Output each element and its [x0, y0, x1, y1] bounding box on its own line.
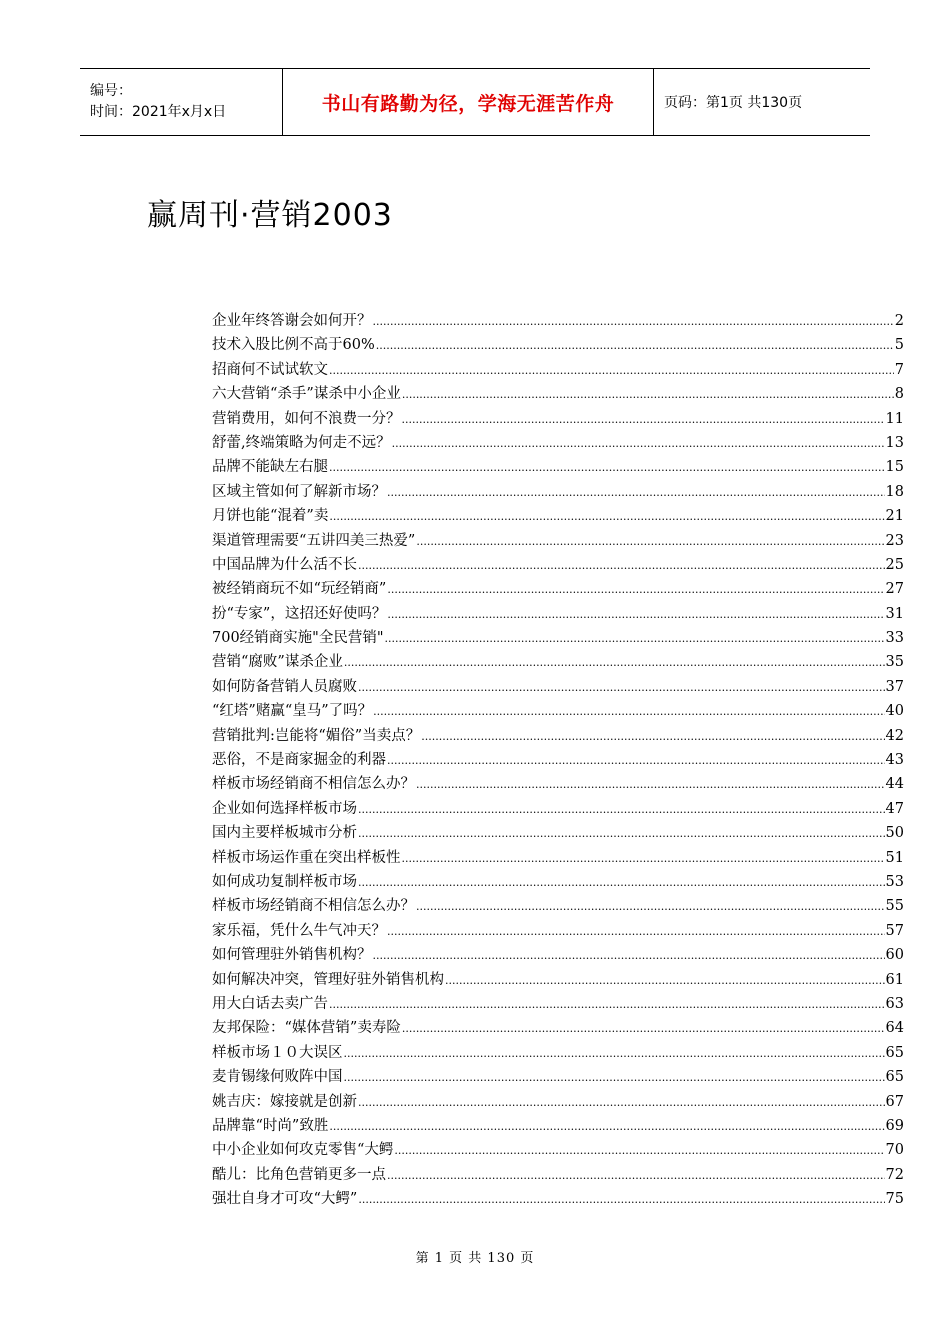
toc-entry[interactable]	[212, 797, 904, 821]
toc-entry-title: 区域主管如何了解新市场？	[212, 483, 386, 500]
header-motto-text: 书山有路勤为径，学海无涯苦作舟	[321, 92, 615, 115]
toc-entry-title: 用大白话去卖广告	[212, 995, 328, 1012]
toc-entry[interactable]	[212, 431, 904, 455]
toc-entry-title: 家乐福，凭什么牛气冲天？	[212, 922, 386, 939]
toc-entry-page: 50	[885, 825, 904, 842]
toc-entry-page: 69	[885, 1117, 904, 1134]
toc-entry-title: 招商何不试试软文	[212, 361, 328, 378]
toc-dot-leader	[358, 1094, 885, 1110]
toc-entry-title: 酷儿：比角色营销更多一点	[212, 1166, 386, 1183]
toc-entry[interactable]	[212, 675, 904, 699]
toc-entry-page: 55	[885, 898, 904, 915]
toc-dot-leader	[387, 581, 884, 597]
toc-dot-leader	[387, 923, 885, 939]
toc-entry-title: 如何防备营销人员腐败	[212, 678, 357, 695]
toc-entry[interactable]	[212, 1114, 904, 1138]
toc-dot-leader	[394, 1142, 884, 1158]
toc-entry-title: 企业年终答谢会如何开？	[212, 313, 372, 329]
toc-entry-title: 品牌靠“时尚”致胜	[212, 1117, 329, 1134]
header-motto	[282, 69, 654, 135]
toc-entry-title: 姚吉庆：嫁接就是创新	[212, 1093, 357, 1110]
toc-entry[interactable]	[212, 553, 904, 577]
toc-dot-leader	[329, 508, 884, 524]
toc-entry[interactable]	[212, 1041, 904, 1065]
toc-entry[interactable]	[212, 724, 904, 748]
toc-dot-leader	[421, 728, 884, 744]
toc-entry-title: 技术入股比例不高于60%	[212, 337, 375, 354]
toc-entry[interactable]	[212, 1090, 904, 1114]
toc-entry[interactable]	[212, 821, 904, 845]
toc-entry-page: 67	[885, 1093, 904, 1110]
toc-entry-title: 如何成功复制样板市场	[212, 873, 357, 890]
toc-entry[interactable]	[212, 455, 904, 479]
toc-dot-leader	[402, 411, 885, 427]
toc-entry-page: 61	[885, 971, 904, 988]
toc-entry[interactable]	[212, 992, 904, 1016]
toc-entry-page: 31	[885, 605, 904, 622]
toc-dot-leader	[373, 947, 885, 963]
toc-entry-title: 品牌不能缺左右腿	[212, 459, 328, 476]
toc-entry-page: 43	[885, 752, 904, 769]
header-number-label: 编号：	[90, 83, 132, 99]
toc-entry-title: 友邦保险：“媒体营销”卖寿险	[212, 1020, 401, 1037]
toc-dot-leader	[329, 1118, 884, 1134]
toc-entry[interactable]	[212, 1065, 904, 1089]
toc-entry[interactable]	[212, 846, 904, 870]
toc-entry-title: 样板市场经销商不相信怎么办？	[212, 898, 415, 915]
toc-entry-title: 被经销商玩不如“玩经销商”	[212, 581, 387, 598]
toc-entry-title: 舒蕾,终端策略为何走不远？	[212, 434, 391, 451]
toc-entry-title: 恶俗，不是商家掘金的利器	[212, 752, 386, 769]
toc-dot-leader	[387, 752, 885, 768]
header-page-info	[654, 69, 870, 135]
toc-dot-leader	[358, 825, 885, 841]
toc-dot-leader	[358, 557, 885, 573]
toc-entry-page: 5	[894, 337, 904, 354]
toc-entry-page: 65	[885, 1044, 904, 1061]
toc-dot-leader	[344, 1045, 885, 1061]
toc-dot-leader	[385, 630, 885, 646]
toc-entry-title: 如何解决冲突，管理好驻外销售机构	[212, 971, 444, 988]
toc-dot-leader	[402, 850, 885, 866]
header-page-info-text: 页码：第1页 共130页	[664, 95, 803, 111]
toc-entry-page: 11	[885, 410, 904, 427]
toc-dot-leader	[445, 972, 885, 988]
toc-entry-title: 麦肯锡缘何败阵中国	[212, 1069, 343, 1086]
header-meta	[80, 69, 282, 135]
toc-entry-page: 64	[885, 1020, 904, 1037]
header-time: 时间：2021年x月x日	[90, 104, 227, 120]
toc-dot-leader	[376, 337, 894, 353]
toc-dot-leader	[329, 459, 885, 475]
toc-entry[interactable]	[212, 699, 904, 723]
page-footer: 第 1 页 共 130 页	[415, 1251, 535, 1266]
toc-entry[interactable]	[212, 748, 904, 772]
toc-entry-title: 强壮自身才可攻“大鳄”	[212, 1191, 358, 1208]
toc-entry-page: 57	[885, 922, 904, 939]
toc-dot-leader	[373, 703, 884, 719]
toc-entry-title: 样板市场经销商不相信怎么办？	[212, 776, 415, 793]
toc-entry-title: 中国品牌为什么活不长	[212, 556, 357, 573]
toc-entry-page: 42	[885, 727, 904, 744]
toc-dot-leader	[358, 679, 885, 695]
toc-dot-leader	[387, 484, 885, 500]
toc-dot-leader	[329, 996, 885, 1012]
toc-dot-leader	[402, 1020, 885, 1036]
toc-entry-page: 15	[885, 459, 904, 476]
toc-entry-title: 样板市场运作重在突出样板性	[212, 849, 401, 866]
toc-entry-page: 2	[894, 313, 904, 329]
toc-entry-page: 40	[885, 703, 904, 720]
toc-entry-page: 18	[885, 483, 904, 500]
toc-dot-leader	[329, 362, 894, 378]
toc-entry[interactable]	[212, 504, 904, 528]
toc-dot-leader	[392, 435, 885, 451]
toc-dot-leader	[344, 654, 885, 670]
toc-entry-page: 60	[885, 947, 904, 964]
toc-dot-leader	[416, 776, 885, 792]
toc-entry[interactable]	[212, 968, 904, 992]
toc-entry[interactable]	[212, 602, 904, 626]
toc-entry-title: 营销费用，如何不浪费一分？	[212, 410, 401, 427]
toc-entry-page: 63	[885, 995, 904, 1012]
toc-entry-title: 扮“专家”，这招还好使吗？	[212, 605, 387, 622]
toc-entry[interactable]	[212, 382, 904, 406]
toc-entry-title: “红塔”赌赢“皇马”了吗？	[212, 703, 373, 720]
toc-entry-page: 25	[885, 556, 904, 573]
toc-entry-title: 月饼也能“混着”卖	[212, 508, 329, 525]
toc-dot-leader	[358, 874, 885, 890]
toc-entry-page: 7	[894, 361, 904, 378]
toc-entry-page: 13	[885, 434, 904, 451]
toc-entry-page: 44	[885, 776, 904, 793]
toc-entry[interactable]	[212, 480, 904, 504]
toc-dot-leader	[373, 313, 894, 329]
toc-dot-leader	[358, 1191, 884, 1207]
toc-entry[interactable]	[212, 577, 904, 601]
toc-entry[interactable]	[212, 943, 904, 967]
toc-entry[interactable]	[212, 1187, 904, 1211]
toc-entry-title: 如何管理驻外销售机构？	[212, 947, 372, 964]
toc-entry-page: 37	[885, 678, 904, 695]
toc-entry-title: 营销批判:岂能将“媚俗”当卖点？	[212, 727, 421, 744]
toc-entry[interactable]	[212, 1163, 904, 1187]
toc-entry-page: 27	[885, 581, 904, 598]
toc-entry[interactable]	[212, 919, 904, 943]
toc-entry[interactable]	[212, 1138, 904, 1162]
toc-entry-title: 700经销商实施"全民营销"	[212, 630, 384, 647]
toc-entry-title: 企业如何选择样板市场	[212, 800, 357, 817]
toc-entry[interactable]	[212, 894, 904, 918]
toc-entry-page: 23	[885, 532, 904, 549]
toc-entry[interactable]	[212, 358, 904, 382]
toc-entry[interactable]	[212, 650, 904, 674]
toc-entry-page: 35	[885, 654, 904, 671]
toc-entry[interactable]	[212, 870, 904, 894]
toc-entry[interactable]	[212, 626, 904, 650]
toc-entry[interactable]	[212, 309, 904, 333]
page-header	[80, 68, 870, 136]
toc-dot-leader	[416, 898, 885, 914]
document-title: 赢周刊·营销2003	[147, 198, 393, 233]
toc-dot-leader	[402, 386, 894, 402]
toc-dot-leader	[344, 1069, 885, 1085]
toc-entry-page: 65	[885, 1069, 904, 1086]
toc-entry-page: 70	[885, 1142, 904, 1159]
toc-entry-title: 中小企业如何攻克零售“大鳄	[212, 1142, 394, 1159]
table-of-contents	[212, 309, 904, 1211]
toc-entry[interactable]	[212, 529, 904, 553]
toc-entry-page: 47	[885, 800, 904, 817]
toc-entry[interactable]	[212, 1016, 904, 1040]
toc-dot-leader	[387, 606, 884, 622]
toc-entry-title: 国内主要样板城市分析	[212, 825, 357, 842]
toc-entry[interactable]	[212, 407, 904, 431]
toc-entry-page: 51	[885, 849, 904, 866]
toc-entry-page: 21	[885, 508, 904, 525]
toc-dot-leader	[387, 1167, 885, 1183]
toc-entry-title: 六大营销“杀手”谋杀中小企业	[212, 386, 401, 403]
toc-entry-title: 营销“腐败”谋杀企业	[212, 654, 343, 671]
toc-entry[interactable]	[212, 772, 904, 796]
toc-entry-page: 33	[885, 630, 904, 647]
toc-entry-title: 样板市场１０大误区	[212, 1044, 343, 1061]
toc-dot-leader	[416, 533, 884, 549]
toc-entry[interactable]	[212, 333, 904, 357]
toc-entry-page: 53	[885, 873, 904, 890]
toc-entry-title: 渠道管理需要“五讲四美三热爱”	[212, 532, 416, 549]
toc-entry-page: 72	[885, 1166, 904, 1183]
toc-dot-leader	[358, 801, 885, 817]
toc-entry-page: 8	[894, 386, 904, 403]
toc-entry-page: 75	[885, 1191, 904, 1208]
